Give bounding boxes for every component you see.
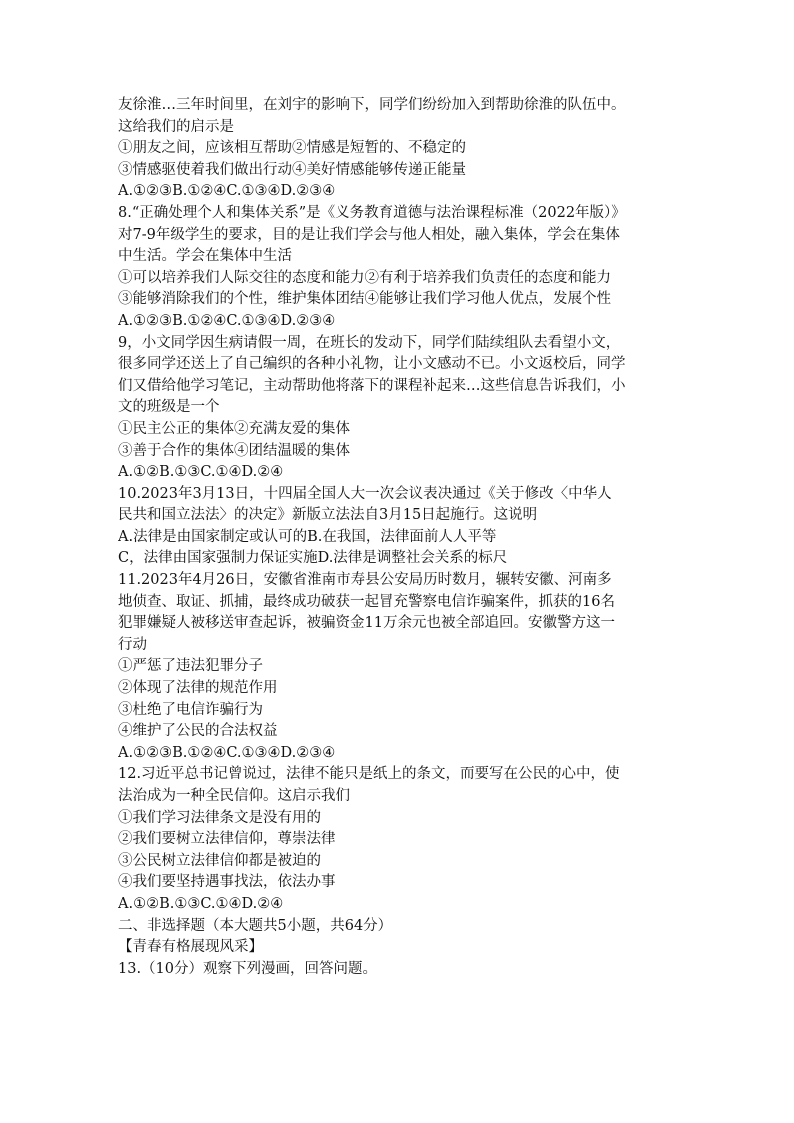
text-line: 这给我们的启示是 [118, 118, 234, 135]
text-line: 对7-9年级学生的要求，目的是让我们学会与他人相处，融入集体，学会在集体 [118, 226, 620, 243]
text-line: ①严惩了违法犯罪分子 [118, 658, 263, 675]
text-line: ③杜绝了电信诈骗行为 [118, 701, 263, 718]
text-line: 【青春有格展现风采】 [118, 939, 263, 956]
text-line: 13.（10分）观察下列漫画，回答问题。 [118, 960, 378, 977]
text-line: ①可以培养我们人际交往的态度和能力②有利于培养我们负责任的态度和能力 [118, 269, 611, 286]
text-line: 们又借给他学习笔记，主动帮助他将落下的课程补起来…这些信息告诉我们，小 [118, 377, 626, 394]
text-line: ④我们要坚持遇事找法，依法办事 [118, 874, 336, 891]
text-line: ②体现了法律的规范作用 [118, 680, 278, 697]
text-line: 友徐淮…三年时间里，在刘宇的影响下，同学们纷纷加入到帮助徐淮的队伍中。 [118, 97, 626, 113]
text-line: ①民主公正的集体②充满友爱的集体 [118, 420, 350, 437]
text-line: A.①②③B.①②④C.①③④D.②③④ [118, 183, 336, 200]
text-line: A.①②③B.①②④C.①③④D.②③④ [118, 744, 336, 761]
text-line: 法治成为一种全民信仰。这启示我们 [118, 788, 350, 804]
text-line: C，法律由国家强制力保证实施D.法律是调整社会关系的标尺 [118, 550, 508, 567]
text-line: 文的班级是一个 [118, 399, 220, 416]
text-line: 11.2023年4月26日，安徽省淮南市寿县公安局历时数月，辗转安徽、河南多 [118, 572, 612, 589]
text-line: ③情感驱使着我们做出行动④美好情感能够传递正能量 [118, 161, 466, 178]
document-body [118, 95, 688, 980]
text-line: ③公民树立法律信仰都是被迫的 [118, 852, 321, 869]
text-line: ④维护了公民的合法权益 [118, 723, 278, 740]
text-line: A.①②B.①③C.①④D.②④ [118, 464, 284, 481]
text-line: ③能够消除我们的个性，维护集体团结④能够让我们学习他人优点，发展个性 [118, 291, 611, 308]
text-line: ①我们学习法律条文是没有用的 [118, 809, 321, 826]
text-line: A.①②B.①③C.①④D.②④ [118, 895, 284, 912]
text-line: 很多同学还送上了自己编织的各种小礼物，让小文感动不已。小文返校后，同学 [118, 356, 626, 373]
text-line: ②我们要树立法律信仰，尊崇法律 [118, 831, 336, 848]
text-line: 中生活。学会在集体中生活 [118, 248, 292, 265]
text-line: 8.“正确处理个人和集体关系”是《义务教育道德与法治课程标准（2022年版）》 [118, 204, 626, 221]
text-line: 行动 [118, 636, 147, 653]
text-line: 12.习近平总书记曾说过，法律不能只是纸上的条文，而要写在公民的心中，使 [118, 766, 620, 783]
text-line: 二、非选择题（本大题共5小题，共64分） [118, 917, 393, 934]
text-line: ①朋友之间，应该相互帮助②情感是短暂的、不稳定的 [118, 140, 466, 157]
text-line: ③善于合作的集体④团结温暖的集体 [118, 442, 350, 459]
text-line: A.①②③B.①②④C.①③④D.②③④ [118, 312, 336, 329]
text-line: A.法律是由国家制定或认可的B.在我国，法律面前人人平等 [118, 528, 497, 545]
text-line: 犯罪嫌疑人被移送审查起诉，被骗资金11万余元也被全部追回。安徽警方这一 [118, 615, 615, 632]
text-line: 民共和国立法法〉的决定》新版立法法自3月15日起施行。这说明 [118, 507, 538, 524]
text-line: 10.2023年3月13日，十四届全国人大一次会议表决通过《关于修改〈中华人 [118, 485, 612, 502]
text-line: 地侦查、取证、抓捕，最终成功破获一起冒充警察电信诈骗案件，抓获的16名 [118, 593, 615, 610]
text-line: 9，小文同学因生病请假一周，在班长的发动下，同学们陆续组队去看望小文， [118, 334, 621, 351]
